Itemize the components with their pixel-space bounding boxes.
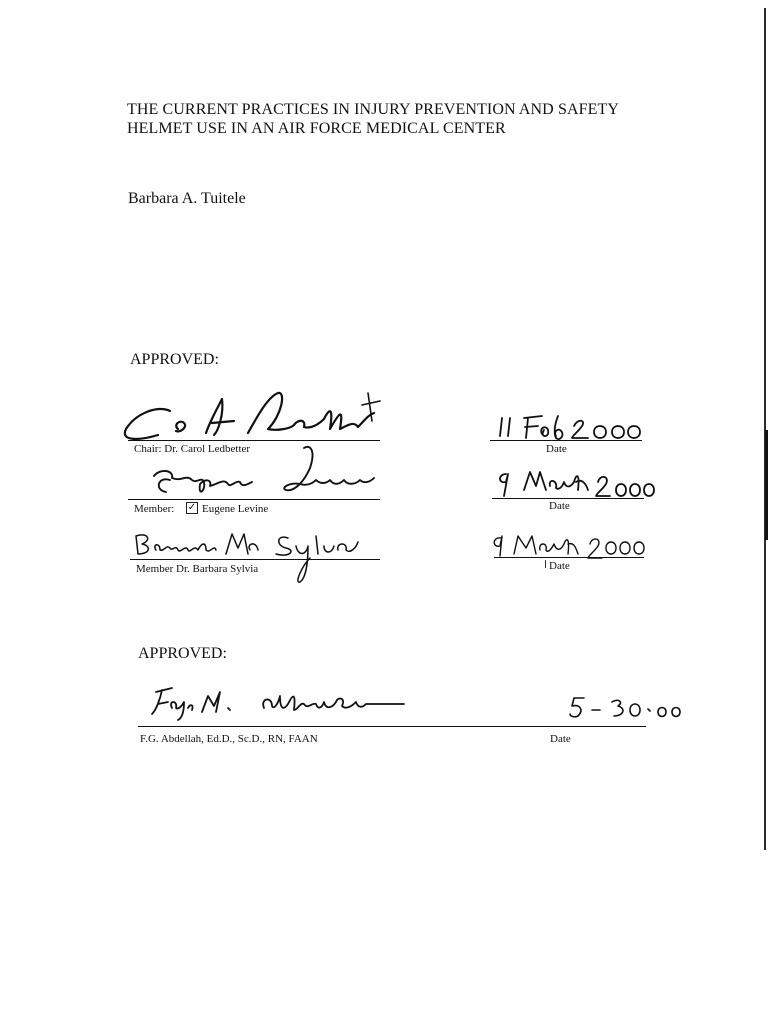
member-levine-name: Eugene Levine: [202, 503, 269, 515]
member-sylvia-name-label: Member Dr. Barbara Sylvia: [136, 563, 259, 575]
chair-date-line: [490, 440, 642, 441]
member-levine-date-handwritten: [496, 466, 660, 506]
chair-date-handwritten: [498, 412, 648, 448]
member-levine-signature-line: [128, 499, 380, 500]
thesis-title-line-1: THE CURRENT PRACTICES IN INJURY PREVENTION AND SAFETY: [127, 101, 619, 118]
page-edge-shadow-dark: [765, 430, 768, 540]
member-sylvia-date-line: [494, 557, 644, 558]
member-sylvia-signature-line: [130, 559, 380, 560]
dean-date-label: Date: [550, 733, 571, 745]
member-levine-date-label: Date: [549, 500, 570, 512]
dean-signature-line: [138, 726, 646, 727]
chair-date-label: Date: [546, 443, 567, 455]
member-sylvia-signature: [130, 528, 370, 586]
chair-name-label: Chair: Dr. Carol Ledbetter: [134, 443, 251, 455]
dean-approved-heading: APPROVED:: [138, 645, 227, 662]
edited-mark-icon: ✓: [187, 502, 197, 513]
dean-date-handwritten: [568, 694, 688, 724]
page-edge-shadow: [764, 8, 766, 850]
author-name: Barbara A. Tuitele: [128, 190, 246, 207]
member-levine-prefix: Member:: [134, 503, 175, 515]
member-sylvia-date-label: Date: [549, 560, 570, 572]
dean-signature: [142, 682, 412, 724]
dean-name-label: F.G. Abdellah, Ed.D., Sc.D., RN, FAAN: [140, 733, 318, 745]
member-levine-date-line: [492, 498, 644, 499]
thesis-title-line-2: HELMET USE IN AN AIR FORCE MEDICAL CENTER: [127, 120, 506, 137]
thesis-title: [127, 100, 619, 138]
committee-approved-heading: APPROVED:: [130, 351, 219, 368]
date-tick-mark: [545, 560, 546, 568]
chair-signature: [118, 385, 393, 447]
member-levine-signature: [148, 440, 383, 500]
